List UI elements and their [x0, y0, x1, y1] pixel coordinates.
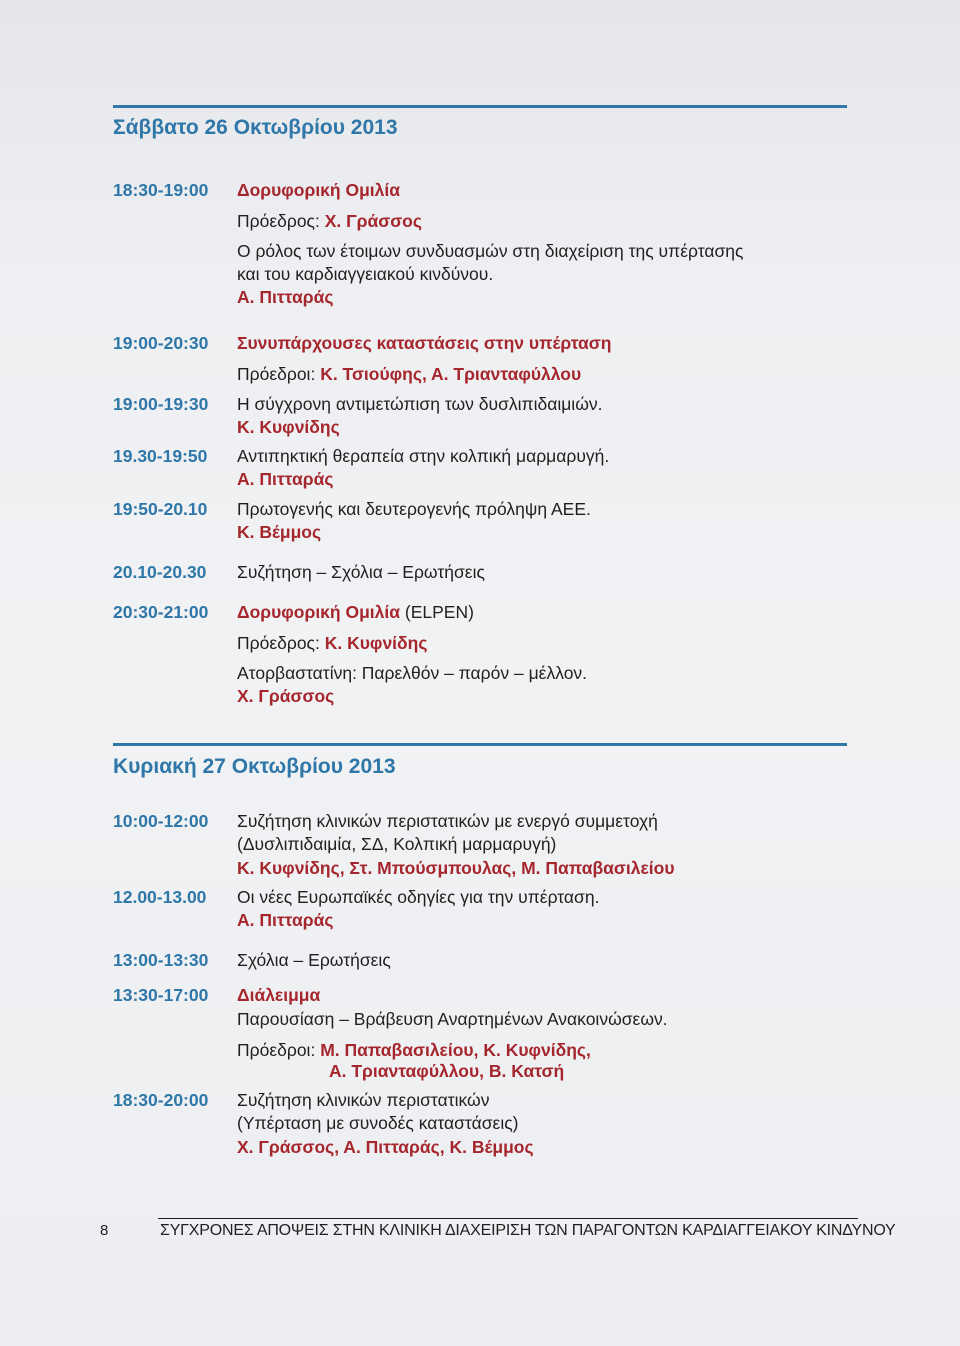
session-row [0, 832, 960, 856]
session-time: 20.10-20.30 [113, 562, 207, 582]
speaker-name: Α. Πιτταράς [237, 287, 334, 307]
session-heading: Διάλειμμα [237, 985, 321, 1005]
session-text: Συζήτηση – Σχόλια – Ερωτήσεις [237, 562, 485, 582]
session-row [0, 948, 960, 972]
talk-title: και του καρδιαγγειακού κινδύνου. [237, 264, 494, 284]
session-sponsor: (ELPEN) [404, 602, 474, 622]
speaker-row [0, 1135, 960, 1159]
speaker-row [0, 856, 960, 880]
speaker-name: Κ. Βέμμος [237, 522, 322, 542]
chair-label: Πρόεδροι: [237, 1040, 316, 1060]
section-divider [113, 743, 847, 746]
session-time: 19:00-20:30 [113, 333, 209, 353]
talk-row [0, 262, 960, 286]
session-row [0, 1111, 960, 1135]
speaker-row [0, 684, 960, 708]
session-text: Παρουσίαση – Βράβευση Αναρτημένων Ανακοινώσεων. [237, 1009, 668, 1029]
session-row [0, 178, 960, 202]
session-text: Σχόλια – Ερωτήσεις [237, 950, 391, 970]
session-row [0, 983, 960, 1007]
speaker-row [0, 908, 960, 932]
session-heading: Δορυφορική Ομιλία [237, 602, 401, 622]
speaker-name: Α. Πιτταράς [237, 469, 334, 489]
chair-row [0, 362, 960, 386]
speaker-row [0, 285, 960, 309]
session-time: 12.00-13.00 [113, 887, 207, 907]
talk-row [0, 392, 960, 416]
session-heading-line [237, 600, 474, 624]
chair-row [0, 209, 960, 233]
session-row [0, 885, 960, 909]
talk-time: 19:00-19:30 [113, 394, 209, 414]
speaker-row [0, 467, 960, 491]
talk-row [0, 239, 960, 263]
session-text: Συζήτηση κλινικών περιστατικών με ενεργό συμμετοχή [237, 811, 658, 831]
chair-line [237, 209, 422, 233]
chair-line [237, 631, 427, 655]
chair-name: Χ. Γράσσος [324, 211, 422, 231]
speaker-names: Κ. Κυφνίδης, Στ. Μπούσμπουλας, Μ. Παπαβασιλείου [237, 858, 675, 878]
session-time: 13:00-13:30 [113, 950, 209, 970]
session-row [0, 1088, 960, 1112]
talk-title: Πρωτογενής και δευτερογενής πρόληψη ΑΕΕ. [237, 499, 591, 519]
footer-divider [158, 1218, 858, 1219]
day-title-saturday: Σάββατο 26 Οκτωβρίου 2013 [113, 116, 398, 139]
session-heading: Δορυφορική Ομιλία [237, 180, 401, 200]
footer-title: ΣΥΓΧΡΟΝΕΣ ΑΠΟΨΕΙΣ ΣΤΗΝ ΚΛΙΝΙΚΗ ΔΙΑΧΕΙΡΙΣΗ ΤΩΝ ΠΑΡΑΓΟΝΤΩΝ ΚΑΡΔΙΑΓΓΕΙΑΚΟΥ ΚΙΝΔΥΝΟΥ [160, 1222, 896, 1239]
talk-title: Η σύγχρονη αντιμετώπιση των δυσλιπιδαιμιών. [237, 394, 603, 414]
speaker-row [0, 415, 960, 439]
talk-title: Ο ρόλος των έτοιμων συνδυασμών στη διαχείριση της υπέρτασης [237, 241, 744, 261]
session-text: (Υπέρταση με συνοδές καταστάσεις) [237, 1113, 519, 1133]
session-row [0, 331, 960, 355]
section-divider [113, 105, 847, 108]
page-number: 8 [100, 1222, 109, 1239]
talk-time: 19:50-20.10 [113, 499, 208, 519]
talk-title: Αντιπηκτική θεραπεία στην κολπική μαρμαρυγή. [237, 446, 610, 466]
chair-row [0, 631, 960, 655]
talk-row [0, 497, 960, 521]
session-time: 18:30-20:00 [113, 1090, 209, 1110]
session-text: Συζήτηση κλινικών περιστατικών [237, 1090, 490, 1110]
chair-name: Α. Τριανταφύλλου, Β. Κατσή [329, 1061, 565, 1081]
speaker-name: Α. Πιτταράς [237, 910, 334, 930]
session-time: 10:00-12:00 [113, 811, 209, 831]
talk-row [0, 444, 960, 468]
session-text: Οι νέες Ευρωπαϊκές οδηγίες για την υπέρταση. [237, 887, 600, 907]
session-heading: Συνυπάρχουσες καταστάσεις στην υπέρταση [237, 333, 612, 353]
talk-title: Ατορβαστατίνη: Παρελθόν – παρόν – μέλλον. [237, 663, 588, 683]
talk-time: 19.30-19:50 [113, 446, 208, 466]
session-text: (Δυσλιπιδαιμία, ΣΔ, Κολπική μαρμαρυγή) [237, 834, 557, 854]
session-time: 13:30-17:00 [113, 985, 209, 1005]
speaker-name: Χ. Γράσσος [237, 686, 335, 706]
session-row [0, 809, 960, 833]
chair-name: Κ. Τσιούφης, Α. Τριανταφύλλου [320, 364, 582, 384]
chair-name: Κ. Κυφνίδης [324, 633, 428, 653]
chair-name: Μ. Παπαβασιλείου, Κ. Κυφνίδης, [320, 1040, 591, 1060]
talk-row [0, 661, 960, 685]
chair-label: Πρόεδροι: [237, 364, 316, 384]
session-time: 18:30-19:00 [113, 180, 209, 200]
day-title-sunday: Κυριακή 27 Οκτωβρίου 2013 [113, 755, 396, 778]
chair-line [237, 362, 581, 386]
session-row [0, 600, 960, 624]
speaker-row [0, 520, 960, 544]
speaker-names: Χ. Γράσσος, Α. Πιτταράς, Κ. Βέμμος [237, 1137, 534, 1157]
speaker-name: Κ. Κυφνίδης [237, 417, 340, 437]
session-row [0, 1007, 960, 1031]
chair-label: Πρόεδρος: [237, 633, 320, 653]
chair-label: Πρόεδρος: [237, 211, 320, 231]
session-row [0, 560, 960, 584]
session-time: 20:30-21:00 [113, 602, 209, 622]
chair-row [0, 1059, 960, 1083]
